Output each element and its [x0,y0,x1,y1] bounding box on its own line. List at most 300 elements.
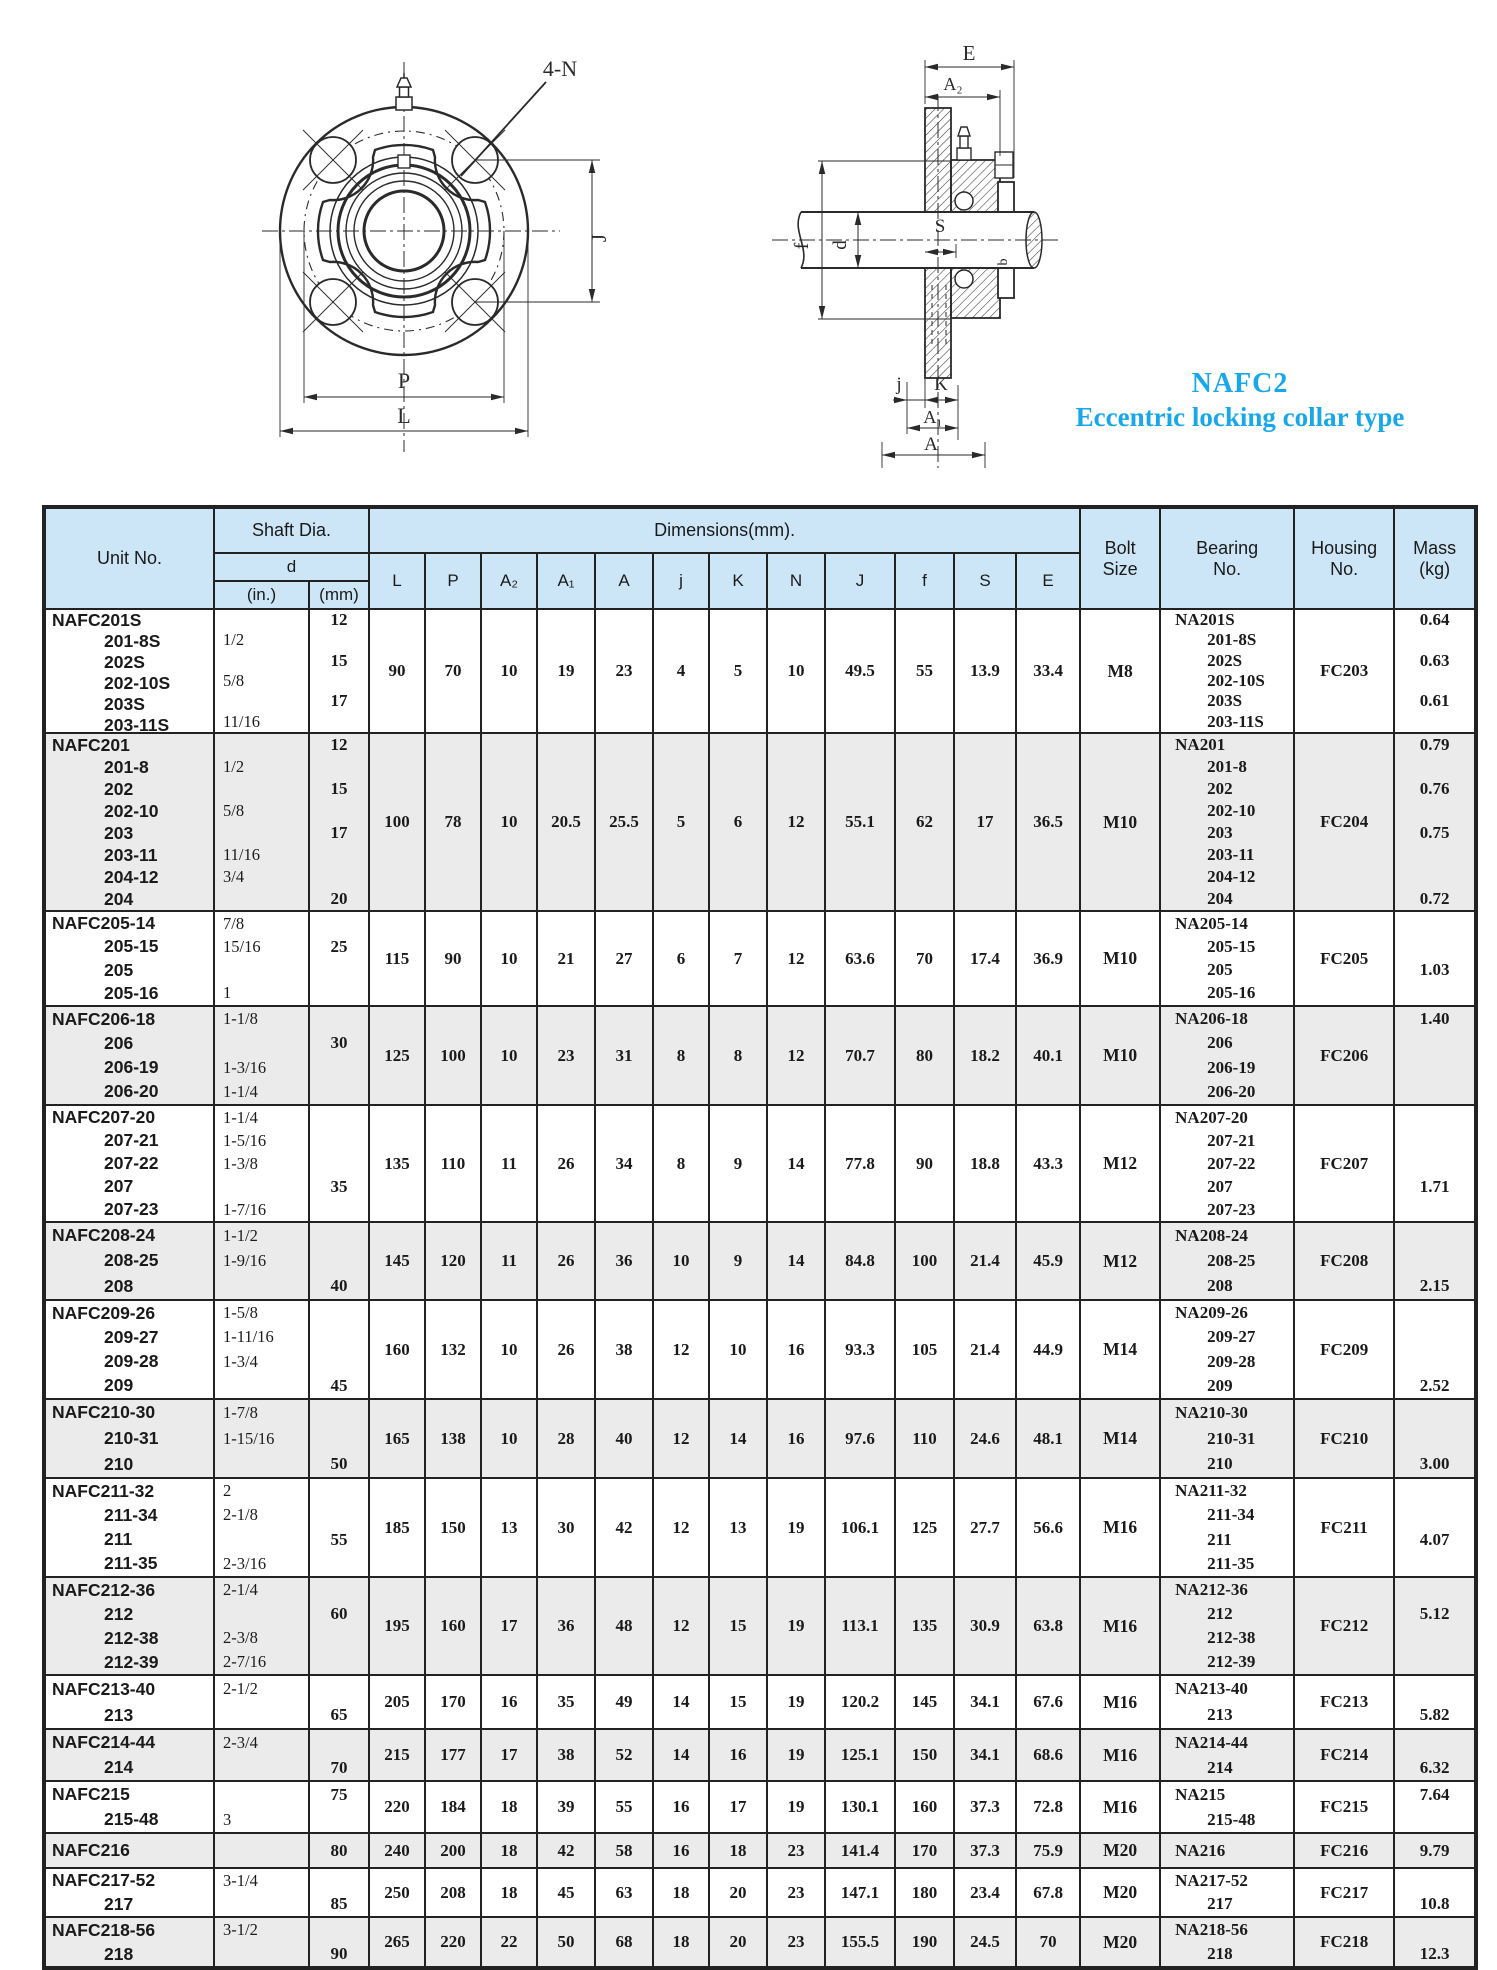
dimension-cell: 9 [709,1222,767,1300]
dimension-cell: 5 [709,609,767,733]
dimension-cell: 62 [895,733,954,911]
dimension-cell: 36.9 [1016,911,1080,1006]
header-dim-E: E [1016,553,1080,609]
unit-no-cell [44,1833,214,1868]
mass-cell-line [1395,912,1474,935]
mass-cell [1394,733,1476,911]
dimension-cell: 110 [425,1105,481,1222]
header-dim-j: j [653,553,709,609]
unit-no-cell-line: 206-19 [104,1057,159,1078]
dim-label-d: d [830,240,851,250]
section-view-drawing [772,60,1062,468]
shaft-dia-in-cell [214,1833,309,1868]
mass-cell [1394,1868,1476,1917]
shaft-dia-in-cell-line: 1-11/16 [223,1327,274,1347]
shaft-dia-in-cell-line: 1-1/4 [223,1107,258,1127]
dimension-cell: 5 [653,733,709,911]
shaft-dia-mm-cell [309,1917,369,1968]
dimension-cell: 9 [709,1105,767,1222]
dimension-cell: 44.9 [1016,1300,1080,1399]
bearing-no-cell-line: NA207-20 [1175,1107,1248,1127]
dimension-cell: 67.8 [1016,1868,1080,1917]
bearing-no-cell-line: NA208-24 [1175,1225,1248,1245]
mass-cell-line: 12.3 [1419,1944,1450,1963]
dimension-cell: 16 [481,1675,537,1729]
shaft-dia-mm-cell-line: 17 [330,823,348,842]
dim-label-A1: A₁ [923,407,943,427]
bearing-no-cell-line: 202-10S [1207,671,1265,691]
bolt-size-cell: M14 [1080,1300,1160,1399]
shaft-dia-mm-cell [309,1006,369,1105]
header-dim-A2: A₂ [481,553,537,609]
bearing-no-cell-line: NA217-52 [1175,1870,1248,1890]
dimension-cell: 13 [709,1478,767,1577]
unit-no-cell-line: NAFC208-24 [52,1225,156,1246]
dim-label-S: S [934,216,946,237]
bearing-no-cell-line: 213 [1207,1705,1233,1724]
dimension-cell: 14 [767,1222,825,1300]
shaft-dia-mm-cell [309,1222,369,1300]
mass-cell-line [1395,1031,1474,1055]
housing-no-cell: FC215 [1294,1781,1394,1833]
dimension-cell: 135 [895,1577,954,1675]
mass-cell-line: 0.75 [1419,823,1450,842]
dimension-cell: 105 [895,1300,954,1399]
header-bearing-no-line1: Bearing [1196,537,1259,558]
mass-cell [1394,1781,1476,1833]
dimension-cell: 18 [653,1917,709,1968]
shaft-dia-mm-cell-line: 55 [330,1529,348,1549]
bearing-no-cell [1160,1868,1294,1917]
mass-cell-line: 4.07 [1419,1529,1450,1549]
mass-cell-line: 6.32 [1419,1757,1450,1777]
dimension-cell: 52 [595,1729,653,1781]
shaft-dia-mm-cell-line: 65 [330,1705,348,1724]
dimension-cell: 43.3 [1016,1105,1080,1222]
dimension-cell: 45 [537,1868,595,1917]
shaft-dia-in-cell-line: 1-5/16 [223,1130,267,1150]
dim-label-J: J [587,233,611,243]
unit-no-cell-line: 203S [104,694,145,714]
header-dim-A: A [595,553,653,609]
shaft-dia-mm-cell [309,1729,369,1781]
unit-no-cell-line: 207-21 [104,1130,159,1150]
mass-cell-line [1395,1479,1474,1503]
mass-cell-line: 2.15 [1419,1276,1450,1296]
unit-no-cell [44,1675,214,1729]
mass-cell-line: 0.72 [1419,889,1450,908]
dim-label-L: L [397,403,411,428]
housing-no-cell: FC203 [1294,609,1394,733]
mass-cell-line [1395,1676,1474,1702]
header-mass-line1: Mass [1413,537,1457,558]
shaft-dia-mm-cell-line [310,1479,368,1503]
shaft-dia-in-cell-line: 1-9/16 [223,1250,267,1270]
shaft-dia-mm-cell-line: 60 [330,1604,348,1623]
unit-no-cell-line: 212 [104,1603,134,1624]
table-row [44,1577,1476,1675]
shaft-dia-mm-cell-line: 35 [330,1176,348,1196]
bearing-no-cell [1160,1577,1294,1675]
dimension-cell: 135 [369,1105,425,1222]
shaft-dia-in-cell-line: 3 [223,1809,232,1829]
shaft-dia-mm-cell-line [310,1248,368,1273]
shaft-dia-in-cell-line: 1-1/4 [223,1081,258,1101]
mass-cell-line [1395,1223,1474,1248]
mass-cell-line [1395,1350,1474,1374]
bearing-no-cell [1160,1917,1294,1968]
dimension-cell: 78 [425,733,481,911]
bolt-size-cell: M10 [1080,1006,1160,1105]
dimension-cell: 14 [709,1399,767,1478]
bearing-no-cell-line: 209 [1207,1375,1233,1395]
dimension-cell: 23 [767,1833,825,1868]
unit-no-cell-line: NAFC205-14 [52,913,156,934]
dimension-cell: 48 [595,1577,653,1675]
dimension-cell: 17 [481,1577,537,1675]
dimension-cell: 10 [709,1300,767,1399]
dimension-cell: 63.8 [1016,1577,1080,1675]
dimension-cell: 10 [481,1300,537,1399]
mass-cell-line: 2.52 [1419,1375,1450,1395]
shaft-dia-in-cell-line: 3-1/2 [223,1920,258,1939]
bearing-no-cell-line: 208-25 [1207,1250,1256,1270]
mass-cell [1394,1675,1476,1729]
unit-no-cell-line: 215-48 [104,1809,159,1829]
unit-no-cell-line: 211-34 [104,1504,158,1525]
header-housing-no-line2: No. [1330,558,1359,579]
shaft-dia-in-cell [214,1577,309,1675]
bearing-no-cell-line: NA212-36 [1175,1580,1248,1599]
dimension-cell: 190 [895,1917,954,1968]
dimension-cell: 38 [595,1300,653,1399]
bearing-no-cell [1160,1781,1294,1833]
dimension-cell: 220 [369,1781,425,1833]
mass-cell-line [1395,1248,1474,1273]
table-row [44,1006,1476,1105]
mass-cell-line: 10.8 [1419,1894,1450,1914]
bearing-no-cell [1160,1222,1294,1300]
shaft-dia-mm-cell [309,1399,369,1478]
spec-table [42,505,1478,1970]
unit-no-cell-line: 214 [104,1757,134,1777]
unit-no-cell-line: 218 [104,1943,134,1964]
dimension-cell: 130.1 [825,1781,895,1833]
unit-no-cell-line: NAFC201S [52,610,142,630]
shaft-dia-in-cell-line [215,778,308,800]
housing-no-cell: FC204 [1294,733,1394,911]
bolt-size-cell: M16 [1080,1675,1160,1729]
shaft-dia-in-cell-line: 3/4 [223,867,245,886]
shaft-dia-in-cell [214,1917,309,1968]
shaft-dia-mm-cell-line [310,1350,368,1374]
mass-cell [1394,911,1476,1006]
dimension-cell: 49.5 [825,609,895,733]
bearing-no-cell-line: NA218-56 [1175,1920,1248,1939]
dimension-cell: 17.4 [954,911,1016,1006]
shaft-dia-mm-cell-line [310,1869,368,1893]
shaft-dia-in-cell-line [215,1602,308,1626]
dimension-cell: 21.4 [954,1300,1016,1399]
shaft-dia-mm-cell-line [310,844,368,866]
unit-no-cell-line: 211-35 [104,1553,158,1574]
dimension-cell: 55 [895,609,954,733]
housing-no-cell: FC213 [1294,1675,1394,1729]
unit-no-cell [44,609,214,733]
shaft-dia-in-cell [214,1222,309,1300]
bearing-no-cell [1160,1105,1294,1222]
dimension-cell: 240 [369,1833,425,1868]
shaft-dia-mm-cell-line [310,1198,368,1221]
mass-cell [1394,1222,1476,1300]
bolt-size-cell: M20 [1080,1868,1160,1917]
series-model: NAFC2 [1191,368,1289,399]
dimension-cell: 19 [767,1478,825,1577]
shaft-dia-mm-cell-line [310,1676,368,1702]
shaft-dia-in-cell-line: 2-1/4 [223,1580,258,1599]
shaft-dia-mm-cell-line [310,1106,368,1129]
unit-no-cell-line: 210-31 [104,1428,159,1448]
bearing-no-cell-line: 210 [1207,1454,1233,1474]
header-housing-no-line1: Housing [1311,537,1378,558]
unit-no-cell-line: NAFC218-56 [52,1919,156,1940]
bearing-no-cell [1160,911,1294,1006]
bearing-no-cell [1160,1300,1294,1399]
bearing-no-cell-line: NA205-14 [1175,913,1248,933]
dimension-cell: 138 [425,1399,481,1478]
housing-no-cell: FC210 [1294,1399,1394,1478]
shaft-dia-in-cell-line [215,1702,308,1728]
bearing-no-cell-line: NA210-30 [1175,1402,1248,1422]
header-mm: (mm) [309,581,369,609]
mass-cell-line [1395,1400,1474,1426]
dimension-cell: 145 [895,1675,954,1729]
shaft-dia-mm-cell-line [310,959,368,982]
bolt-count-label: 4-N [542,56,578,81]
dimension-cell: 30.9 [954,1577,1016,1675]
mass-cell-line [1395,1730,1474,1755]
shaft-dia-mm-cell-line: 80 [330,1840,348,1860]
dimension-cell: 23.4 [954,1868,1016,1917]
unit-no-cell-line: 208 [104,1275,134,1296]
dimension-cell: 15 [709,1675,767,1729]
header-dim-P: P [425,553,481,609]
dimension-cell: 100 [369,733,425,911]
unit-no-cell-line: 209-28 [104,1351,159,1372]
shaft-dia-in-cell-line [215,691,308,711]
dimension-cell: 125 [369,1006,425,1105]
header-bolt-size-line1: Bolt [1104,537,1136,558]
bolt-size-cell: M16 [1080,1577,1160,1675]
dimension-cell: 18 [481,1781,537,1833]
bearing-no-cell-line: 212 [1207,1604,1233,1623]
dimension-cell: 106.1 [825,1478,895,1577]
bearing-no-cell-line: NA209-26 [1175,1303,1248,1323]
dimension-cell: 19 [767,1577,825,1675]
shaft-dia-mm-cell [309,1781,369,1833]
shaft-dia-in-cell [214,1399,309,1478]
bolt-size-cell: M14 [1080,1399,1160,1478]
mass-cell-line [1395,844,1474,866]
dimension-cell: 93.3 [825,1300,895,1399]
housing-no-cell: FC216 [1294,1833,1394,1868]
dimension-cell: 68.6 [1016,1729,1080,1781]
dimension-cell: 141.4 [825,1833,895,1868]
shaft-dia-mm-cell-line [310,1400,368,1426]
shaft-dia-in-cell-line: 1-15/16 [223,1428,275,1448]
shaft-dia-in-cell [214,733,309,911]
unit-no-cell-line: 207-22 [104,1153,159,1173]
shaft-dia-mm-cell-line: 75 [330,1784,348,1804]
shaft-dia-mm-cell-line: 25 [330,936,348,956]
header-dim-K: K [709,553,767,609]
bearing-no-cell-line: 212-39 [1207,1652,1256,1671]
dimension-cell: 48.1 [1016,1399,1080,1478]
mass-cell-line [1395,1807,1474,1832]
dimension-cell: 58 [595,1833,653,1868]
dimension-cell: 14 [653,1675,709,1729]
mass-cell [1394,1833,1476,1868]
shaft-dia-in-cell-line: 1-3/4 [223,1351,258,1371]
dimension-cell: 10 [653,1222,709,1300]
shaft-dia-mm-cell-line: 50 [330,1454,348,1474]
shaft-dia-in-cell [214,1006,309,1105]
shaft-dia-in-cell-line: 1-1/2 [223,1225,258,1245]
shaft-dia-in-cell-line [215,1834,308,1867]
shaft-dia-in-cell-line: 2-1/8 [223,1505,258,1525]
dimension-cell: 8 [653,1105,709,1222]
dimension-cell: 160 [369,1300,425,1399]
dimension-cell: 12 [653,1478,709,1577]
bolt-size-cell: M8 [1080,609,1160,733]
unit-no-cell-line: 201-8S [104,631,161,651]
dimension-cell: 40 [595,1399,653,1478]
mass-cell-line: 9.79 [1419,1840,1450,1860]
front-view-drawing [262,62,600,452]
unit-no-cell-line: NAFC207-20 [52,1107,156,1127]
mass-cell-line: 1.03 [1419,960,1450,980]
bolt-size-cell: M10 [1080,911,1160,1006]
shaft-dia-in-cell-line: 2-3/4 [223,1732,258,1752]
dimension-cell: 19 [767,1729,825,1781]
dimension-cell: 6 [709,733,767,911]
dimension-cell: 72.8 [1016,1781,1080,1833]
dimension-cell: 40.1 [1016,1006,1080,1105]
dimension-cell: 30 [537,1478,595,1577]
shaft-dia-mm-cell [309,1675,369,1729]
shaft-dia-mm-cell-line [310,1807,368,1832]
dimension-cell: 75.9 [1016,1833,1080,1868]
dimension-cell: 8 [709,1006,767,1105]
table-row [44,1729,1476,1781]
bearing-no-cell-line: 205-16 [1207,983,1256,1003]
dimension-cell: 177 [425,1729,481,1781]
unit-no-cell-line: 209 [104,1375,134,1396]
dimension-cell: 55 [595,1781,653,1833]
bolt-size-cell: M20 [1080,1833,1160,1868]
mass-cell-line [1395,982,1474,1005]
dimension-cell: 21.4 [954,1222,1016,1300]
dimension-cell: 19 [537,609,595,733]
table-row [44,1868,1476,1917]
dimension-cell: 45.9 [1016,1222,1080,1300]
unit-no-cell-line: 205-15 [104,936,159,957]
mass-cell [1394,609,1476,733]
dimension-cell: 170 [895,1833,954,1868]
bearing-no-cell-line: 211-35 [1207,1553,1255,1573]
shaft-dia-in-cell [214,1675,309,1729]
unit-no-cell-line: 208-25 [104,1250,159,1271]
dimension-cell: 11 [481,1105,537,1222]
dimension-cell: 7 [709,911,767,1006]
dimension-cell: 36 [537,1577,595,1675]
mass-cell-line [1395,866,1474,888]
bearing-no-cell-line: 205-15 [1207,936,1256,956]
dimension-cell: 68 [595,1917,653,1968]
dimension-cell: 120 [425,1222,481,1300]
dimension-cell: 265 [369,1917,425,1968]
unit-no-cell-line: NAFC213-40 [52,1678,156,1699]
mass-cell-line: 5.82 [1419,1705,1450,1724]
shaft-dia-mm-cell-line [310,1301,368,1325]
dim-label-A2: A₂ [943,74,963,94]
dimension-cell: 42 [537,1833,595,1868]
dimension-cell: 63.6 [825,911,895,1006]
unit-no-cell-line: 207 [104,1176,134,1196]
unit-no-cell [44,1729,214,1781]
dimension-cell: 16 [767,1399,825,1478]
shaft-dia-mm-cell-line: 15 [330,650,348,670]
shaft-dia-in-cell-line [215,1942,308,1966]
mass-cell-line [1395,935,1474,958]
shaft-dia-in-cell-line: 1/2 [223,630,245,650]
shaft-dia-mm-cell-line [310,1152,368,1175]
dimension-cell: 18.2 [954,1006,1016,1105]
bearing-no-cell [1160,1833,1294,1868]
bearing-no-cell-line: 207 [1207,1176,1233,1196]
dimension-cell: 160 [425,1577,481,1675]
dimension-cell: 18 [481,1868,537,1917]
bearing-no-cell [1160,1399,1294,1478]
dimension-cell: 250 [369,1868,425,1917]
shaft-dia-mm-cell-line [310,712,368,732]
dimension-cell: 10 [481,1399,537,1478]
unit-no-cell-line: 210 [104,1453,134,1474]
mass-cell [1394,1729,1476,1781]
header-unit-no: Unit No. [44,507,214,609]
unit-no-cell-line: 206 [104,1032,134,1053]
shaft-dia-in-cell [214,1729,309,1781]
dimension-cell: 155.5 [825,1917,895,1968]
mass-cell-line [1395,1325,1474,1349]
header-in: (in.) [214,581,309,609]
dimension-cell: 70 [425,609,481,733]
dimension-cell: 34.1 [954,1729,1016,1781]
unit-no-cell-line: NAFC217-52 [52,1870,156,1891]
housing-no-cell: FC214 [1294,1729,1394,1781]
bearing-no-cell [1160,1729,1294,1781]
series-subtitle: Eccentric locking collar type [1075,402,1405,432]
dimension-cell: 150 [895,1729,954,1781]
table-row [44,1399,1476,1478]
dimension-cell: 8 [653,1006,709,1105]
bearing-no-cell [1160,1478,1294,1577]
shaft-dia-in-cell-line: 3-1/4 [223,1870,258,1890]
mass-cell-line [1395,1552,1474,1576]
dimension-cell: 37.3 [954,1781,1016,1833]
dimension-cell: 208 [425,1868,481,1917]
shaft-dia-mm-cell-line: 12 [330,610,348,630]
